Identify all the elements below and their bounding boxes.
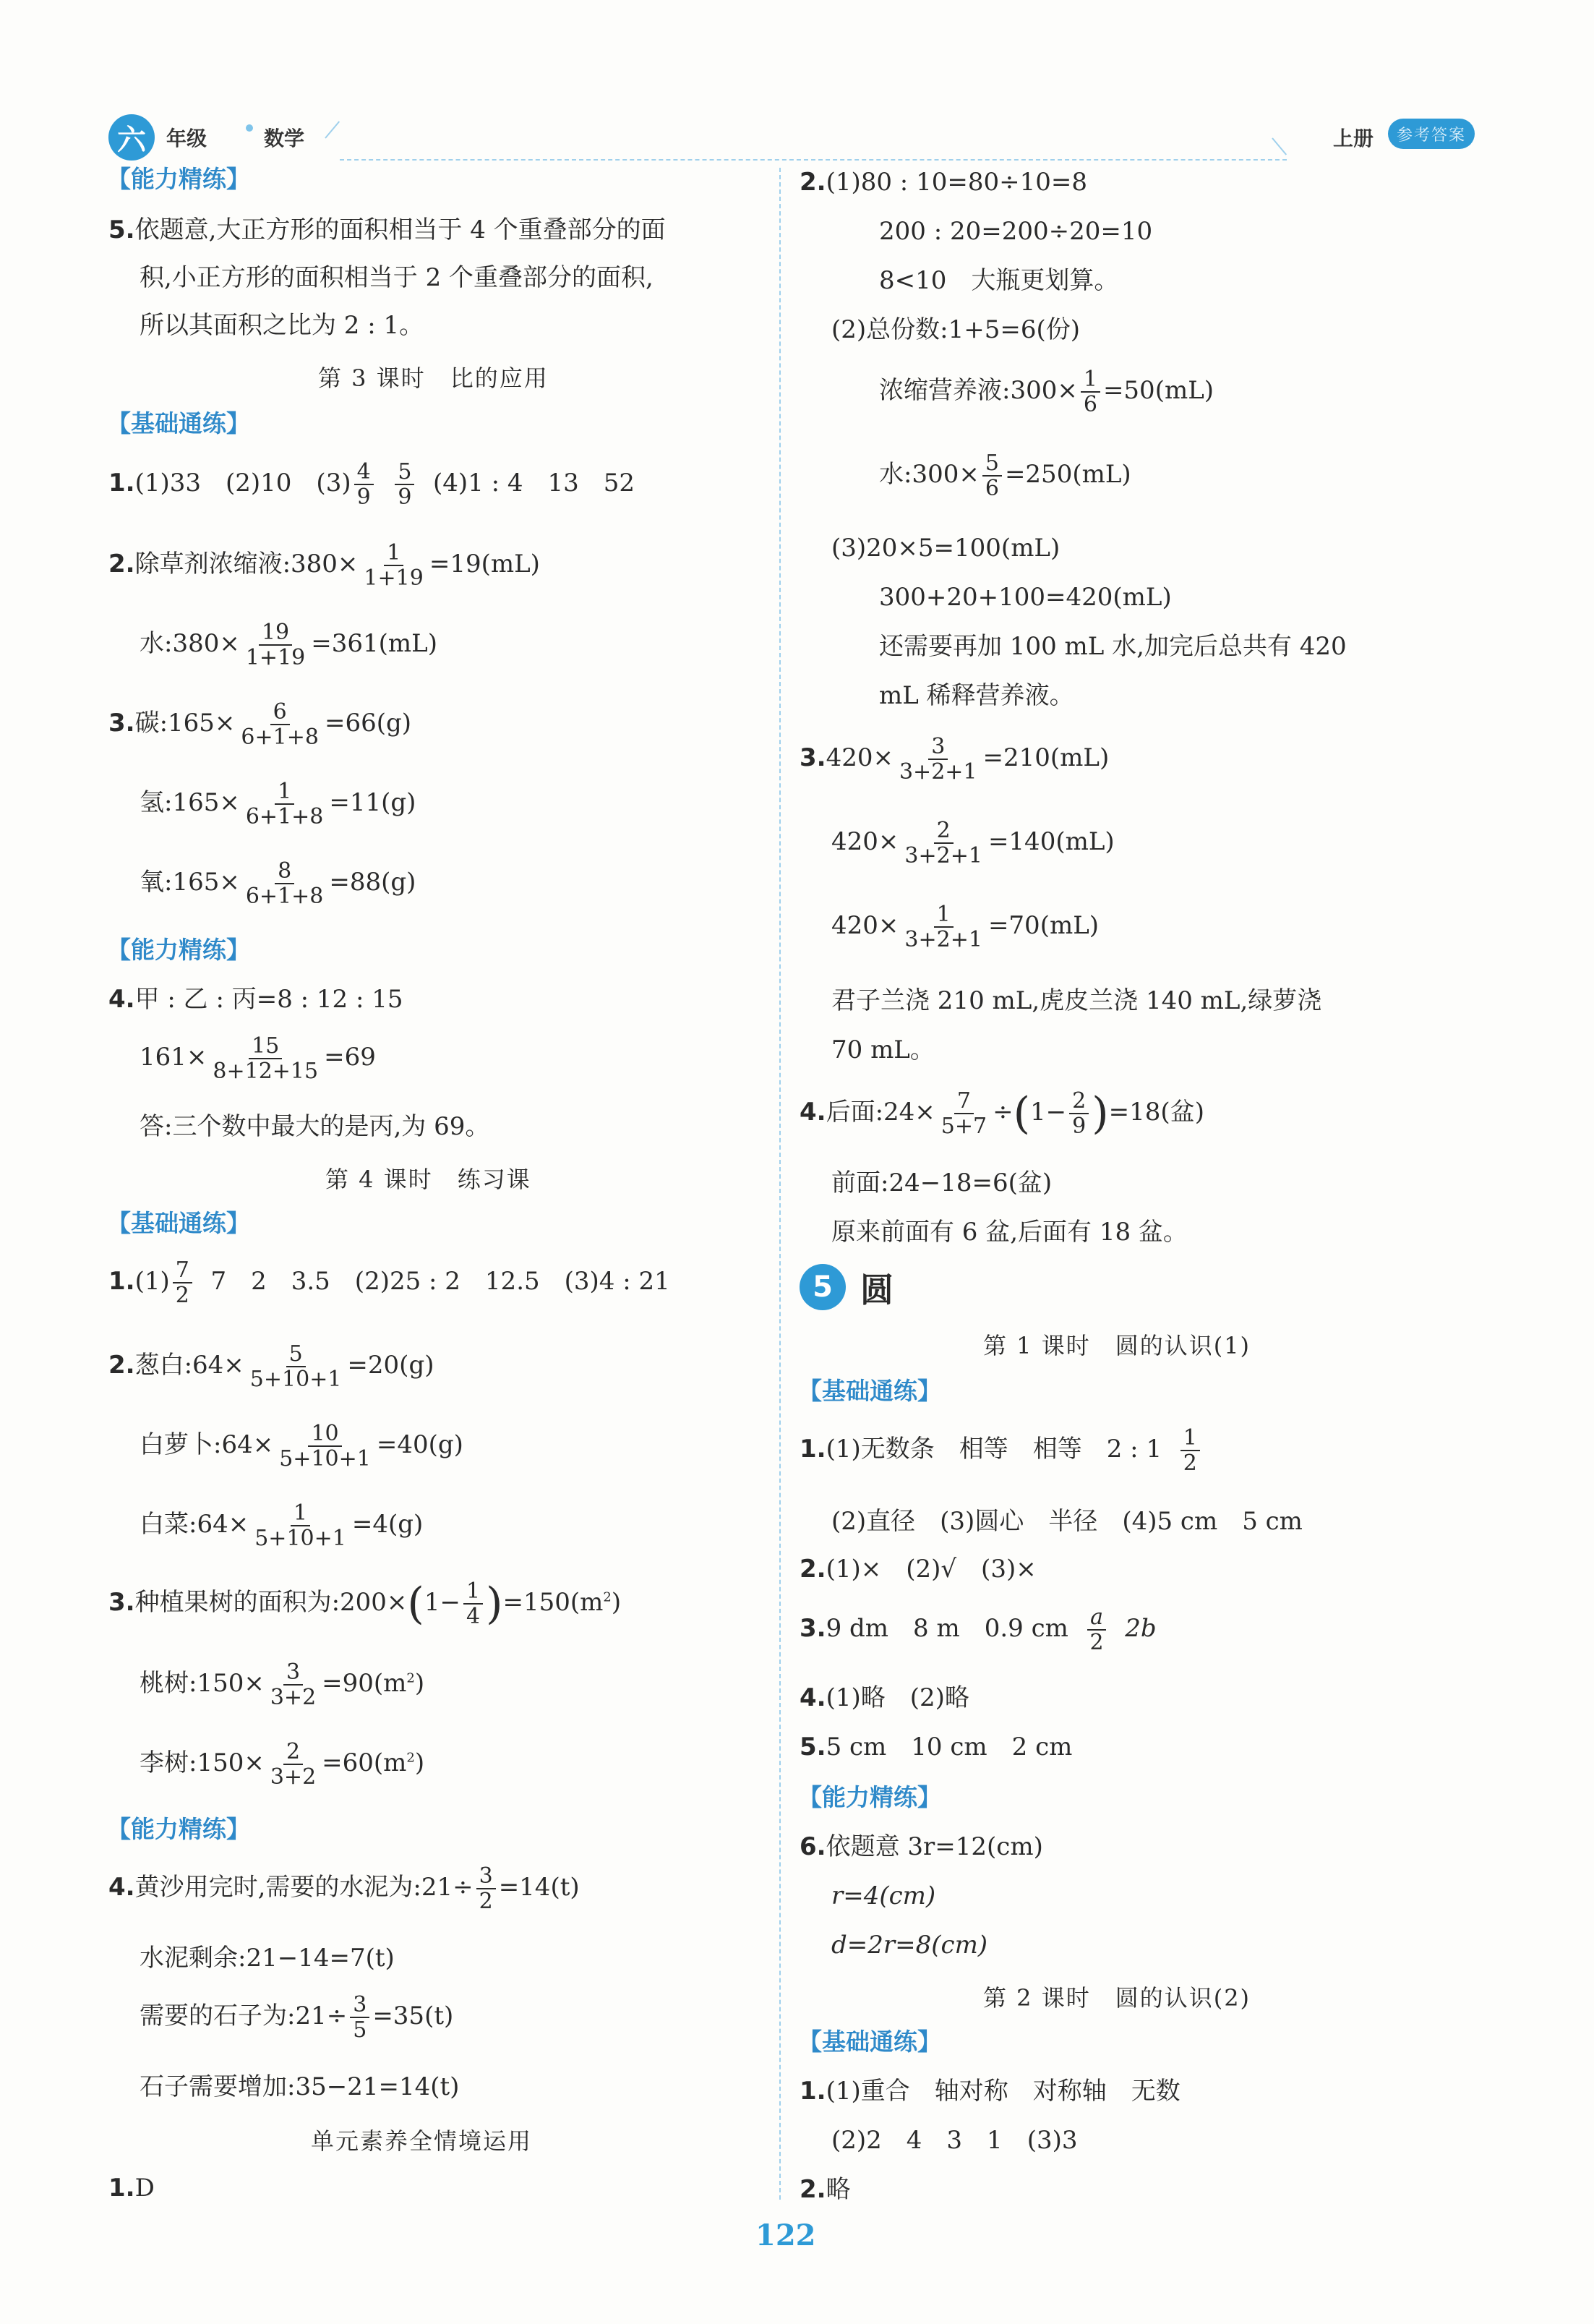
answer-line: 所以其面积之比为 2 : 1。 [140, 311, 424, 340]
lesson-title: 第 3 课时 比的应用 [318, 364, 549, 392]
answer-key-badge: 参考答案 [1388, 119, 1475, 149]
header-rule [340, 159, 1287, 161]
grade-label: 年级 [166, 127, 207, 150]
answer-line: 2.略 [800, 2175, 851, 2204]
section-tag-basic: 【基础通练】 [798, 2028, 941, 2056]
volume-label: 上册 [1332, 127, 1374, 150]
answer-line: 石子需要增加:35−21=14(t) [140, 2072, 460, 2101]
subject-label: 数学 [264, 127, 305, 150]
answer-line: 300+20+100=420(mL) [879, 583, 1172, 612]
answer-line: 1.D [108, 2174, 155, 2203]
separator-dot [246, 124, 253, 132]
answer-line: d=2r=8(cm) [831, 1931, 988, 1960]
answer-line: 水:300× $\frac{5}{6}$ =250(mL) [879, 450, 1131, 501]
lesson-title: 第 4 课时 练习课 [325, 1166, 531, 1193]
answer-line: 白萝卜:64× $\frac{10}{5+10+1}$ =40(g) [140, 1421, 463, 1471]
answer-line: 水泥剩余:21−14=7(t) [140, 1944, 395, 1973]
answer-line: 1.(1)重合 轴对称 对称轴 无数 [800, 2077, 1180, 2106]
answer-line: 君子兰浇 210 mL,虎皮兰浇 140 mL,绿萝浇 [831, 986, 1322, 1015]
answer-line: mL 稀释营养液。 [879, 681, 1074, 710]
answer-line: r=4(cm) [831, 1881, 936, 1910]
answer-line: 答:三个数中最大的是丙,为 69。 [140, 1112, 490, 1141]
answer-line: 氧:165× $\frac{8}{6+1+8}$ =88(g) [140, 858, 416, 909]
section-tag-basic: 【基础通练】 [107, 1209, 250, 1237]
section-tag-ability: 【能力精练】 [107, 936, 250, 964]
answer-line: 还需要再加 100 mL 水,加完后总共有 420 [879, 632, 1347, 661]
answer-line: 积,小正方形的面积相当于 2 个重叠部分的面积, [140, 263, 654, 292]
section-tag-basic: 【基础通练】 [798, 1377, 941, 1405]
answer-line: (2)总份数:1+5=6(份) [831, 315, 1081, 344]
answer-line: 420× $\frac{1}{3+2+1}$ =70(mL) [831, 902, 1100, 952]
answer-line: 原来前面有 6 盆,后面有 18 盆。 [831, 1218, 1188, 1247]
answer-line: 3.9 dm 8 m 0.9 cm $\frac{a}{2}$ 2b [800, 1605, 1157, 1655]
answer-line: (3)20×5=100(mL) [831, 534, 1060, 563]
section-tag-ability: 【能力精练】 [107, 165, 250, 193]
header-decoration [1272, 137, 1287, 155]
answer-line: 8<10 大瓶更划算。 [879, 266, 1119, 295]
answer-line: 李树:150× $\frac{2}{3+2}$ $=60(m^2)$ [140, 1739, 425, 1790]
answer-line: 水:380× $\frac{19}{1+19}$ =361(mL) [140, 620, 437, 670]
answer-line: 浓缩营养液:300× $\frac{1}{6}$ =50(mL) [879, 367, 1214, 417]
answer-line: 需要的石子为:21÷ $\frac{3}{5}$ =35(t) [140, 1992, 454, 2043]
answer-line: 3.种植果树的面积为:200×(1− $\frac{1}{4}$ )$=150(m^2)$ [108, 1578, 622, 1629]
answer-line: 2.(1)× (2)√ (3)× [800, 1555, 1037, 1584]
answer-line: 2.(1)80 : 10=80÷10=8 [800, 168, 1087, 197]
header-decoration [325, 121, 340, 138]
lesson-title: 第 2 课时 圆的认识(2) [983, 1984, 1251, 2012]
answer-line: (2)直径 (3)圆心 半径 (4)5 cm 5 cm [831, 1507, 1303, 1536]
answer-line: 前面:24−18=6(盆) [831, 1169, 1053, 1197]
answer-line: 4.后面:24× $\frac{7}{5+7}$ ÷(1− $\frac{2}{9}$ )=18(盆) [800, 1088, 1204, 1139]
answer-line: 70 mL。 [831, 1035, 935, 1064]
answer-line: 420× $\frac{2}{3+2+1}$ =140(mL) [831, 818, 1115, 868]
answer-line: (2)2 4 3 1 (3)3 [831, 2126, 1078, 2155]
answer-line: 3.420× $\frac{3}{3+2+1}$ =210(mL) [800, 734, 1110, 785]
answer-line: 桃树:150× $\frac{3}{3+2}$ $=90(m^2)$ [140, 1659, 425, 1710]
unit-title: 圆 [860, 1270, 894, 1310]
section-tag-basic: 【基础通练】 [107, 409, 250, 437]
page-number: 122 [755, 2218, 816, 2252]
answer-line: 1.(1) $\frac{7}{2}$ 7 2 3.5 (2)25 : 2 12.5 (3)4 : 21 [108, 1257, 670, 1308]
section-tag-ability: 【能力精练】 [798, 1783, 941, 1811]
page-header [108, 108, 1475, 159]
answer-line: 白菜:64× $\frac{1}{5+10+1}$ =4(g) [140, 1500, 424, 1551]
column-divider [779, 168, 781, 2200]
answer-line: 5.5 cm 10 cm 2 cm [800, 1733, 1073, 1761]
lesson-title: 第 1 课时 圆的认识(1) [983, 1332, 1251, 1359]
answer-line: 3.碳:165× $\frac{6}{6+1+8}$ =66(g) [108, 699, 412, 750]
answer-line: 161× $\frac{15}{8+12+15}$ =69 [140, 1033, 376, 1084]
answer-line: 6.依题意 3r=12(cm) [800, 1832, 1043, 1861]
answer-line: 4.黄沙用完时,需要的水泥为:21÷ $\frac{3}{2}$ =14(t) [108, 1863, 580, 1914]
answer-line: 4.(1)略 (2)略 [800, 1683, 969, 1712]
answer-line: 2.除草剂浓缩液:380× $\frac{1}{1+19}$ =19(mL) [108, 540, 540, 591]
lesson-title: 单元素养全情境运用 [311, 2127, 533, 2155]
answer-line: 4.甲 : 乙 : 丙=8 : 12 : 15 [108, 985, 403, 1014]
unit-number-badge: 5 [800, 1264, 846, 1310]
answer-line: 1.(1)无数条 相等 相等 2 : 1 $\frac{1}{2}$ [800, 1426, 1203, 1475]
section-tag-ability: 【能力精练】 [107, 1815, 250, 1843]
answer-line: 200 : 20=200÷20=10 [879, 217, 1153, 246]
answer-line: 1.(1)33 (2)10 (3) $\frac{4}{9}$ $\frac{5}{9}$ (4)1 : 4 13 52 [108, 459, 635, 510]
answer-line: 5.依题意,大正方形的面积相当于 4 个重叠部分的面 [108, 215, 666, 244]
answer-line: 氢:165× $\frac{1}{6+1+8}$ =11(g) [140, 779, 416, 829]
grade-badge: 六 [108, 114, 155, 161]
answer-line: 2.葱白:64× $\frac{5}{5+10+1}$ =20(g) [108, 1341, 434, 1392]
